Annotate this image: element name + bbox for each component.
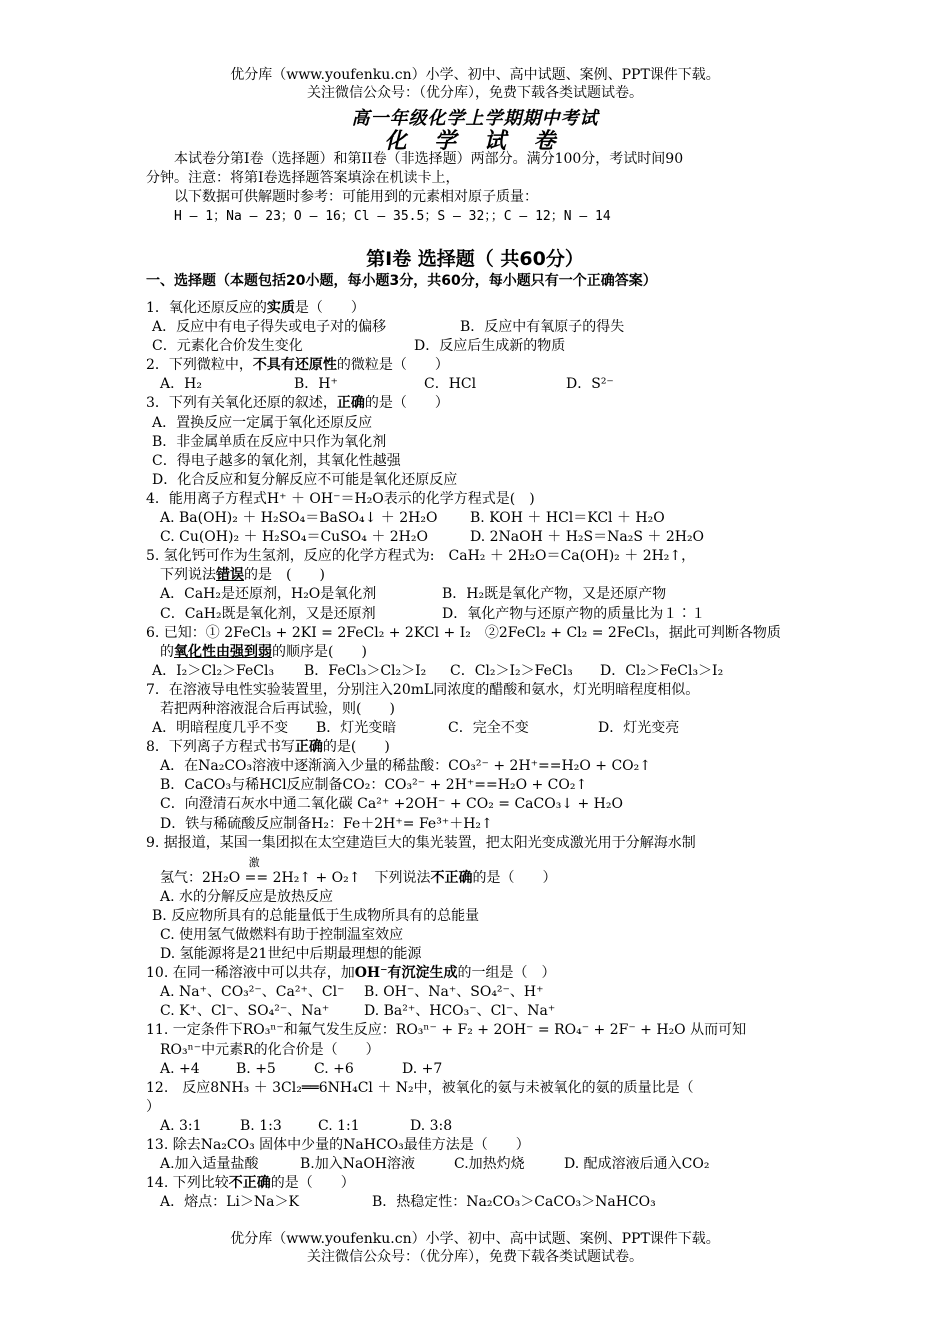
question-4-options-ab (146, 509, 816, 528)
header-line-2: 关注微信公众号：（优分库），免费下载各类试题试卷。 (307, 85, 643, 101)
q13-option-a: A.加入适量盐酸 (160, 1156, 259, 1173)
question-4-stem: 4．能用离子方程式H⁺ ＋ OH⁻＝H₂O表示的化学方程式是( ) (146, 490, 535, 507)
section-subtitle: 一、选择题（本题包括20小题，每小题3分，共60分，每小题只有一个正确答案） (146, 273, 657, 289)
q10-option-b: B. OH⁻、Na⁺、SO₄²⁻、H⁺ (364, 984, 544, 1001)
q14-option-b: B．热稳定性：Na₂CO₃＞CaCO₃＞NaHCO₃ (372, 1194, 656, 1211)
q2-option-d: D．S²⁻ (566, 376, 614, 393)
q6-option-a: A．I₂＞Cl₂＞FeCl₃ (152, 662, 275, 679)
q6-stem2-text: 的 (160, 643, 174, 660)
q1-option-c: C．元素化合价发生变化 (152, 338, 303, 355)
question-7-options (146, 719, 816, 738)
intro-text-1: 本试卷分第Ⅰ卷（选择题）和第II卷（非选择题）两部分。满分100分，考试时间90 (174, 151, 684, 167)
question-4-options-cd (146, 528, 816, 547)
q2-keyword: 不具有还原性 (252, 357, 337, 374)
q12-option-c: C. 1:1 (318, 1117, 360, 1134)
q9-option-c: C. 使用氢气做燃料有助于控制温室效应 (160, 927, 404, 943)
question-3-stem (146, 394, 816, 413)
q8-option-c: C．向澄清石灰水中通二氧化碳 Ca²⁺ +2OH⁻ + CO₂ = CaCO₃↓ + H₂O (160, 796, 623, 813)
q13-option-c: C.加热灼烧 (454, 1156, 525, 1173)
question-2-options (146, 375, 816, 394)
q7-option-d: D．灯光变亮 (598, 720, 680, 737)
question-5-options-ab (146, 585, 816, 604)
q10-stem-text: 10. 在同一稀溶液中可以共存，加 (146, 965, 355, 982)
q9-arrow: == (244, 869, 269, 886)
atomic-mass-list: H — 1；Na — 23；O — 16；Cl — 35.5；S — 32；；C — 12；N — 14 (174, 209, 611, 224)
q3-stem-end: 的是（ ） (364, 395, 449, 412)
exam-subtitle: 化 学 试 卷 (384, 128, 566, 154)
q9-reaction-arrow (244, 855, 269, 888)
q5-option-b: B．H₂既是氧化产物，又是还原产物 (442, 586, 667, 603)
question-5-stem: 5. 氢化钙可作为生氢剂，反应的化学方程式为: CaH₂ ＋ 2H₂O＝Ca(OH)₂ ＋ 2H₂↑， (146, 548, 696, 565)
q9-keyword: 不正确 (430, 869, 473, 886)
q10-keyword: OH⁻有沉淀生成 (354, 965, 458, 982)
q3-stem-text: 3．下列有关氧化还原的叙述， (146, 395, 337, 412)
q1-stem-text: 1．氧化还原反应的 (146, 300, 267, 316)
q2-stem-text: 2．下列微粒中， (146, 357, 253, 374)
q8-option-d: D．铁与稀硫酸反应制备H₂：Fe＋2H⁺= Fe³⁺＋H₂↑ (160, 815, 493, 832)
q7-option-c: C．完全不变 (448, 720, 529, 737)
q10-option-d: D. Ba²⁺、HCO₃⁻、Cl⁻、Na⁺ (364, 1003, 556, 1020)
question-11-stem-2: RO₃ⁿ⁻中元素R的化合价是（ ） (160, 1041, 380, 1058)
question-10-options-ab (146, 983, 816, 1002)
q6-option-c: C．Cl₂＞I₂＞FeCl₃ (450, 662, 573, 679)
q11-option-b: B. +5 (236, 1060, 276, 1077)
question-2-stem (146, 356, 816, 375)
question-13-stem: 13. 除去Na₂CO₃ 固体中少量的NaHCO₃最佳方法是（ ） (146, 1137, 530, 1154)
q9-option-a: A. 水的分解反应是放热反应 (160, 888, 334, 905)
question-8-stem (146, 738, 816, 757)
question-10-options-cd (146, 1002, 816, 1021)
q9-option-d: D. 氢能源将是21世纪中后期最理想的能源 (160, 946, 422, 963)
question-11-stem: 11. 一定条件下RO₃ⁿ⁻和氟气发生反应：RO₃ⁿ⁻ + F₂ + 2OH⁻ = RO₄⁻ + 2F⁻ + H₂O 从而可知 (146, 1022, 747, 1039)
question-10-stem (146, 964, 816, 983)
q13-option-d: D. 配成溶液后通入CO₂ (564, 1156, 710, 1173)
q4-option-c: C. Cu(OH)₂ ＋ H₂SO₄＝CuSO₄ ＋ 2H₂O (160, 529, 428, 546)
section-title: 第Ⅰ卷 选择题（ 共60分） (366, 248, 584, 270)
question-12-options (146, 1117, 816, 1136)
question-1-options-cd (146, 337, 816, 356)
intro-text-1b: 分钟。注意：将第Ⅰ卷选择题答案填涂在机读卡上， (146, 170, 460, 186)
header-line-1: 优分库（www.youfenku.cn）小学、初中、高中试题、案例、PPT课件下载。 (230, 67, 720, 83)
q7-option-a: A．明暗程度几乎不变 (152, 720, 289, 737)
q1-option-d: D．反应后生成新的物质 (414, 338, 566, 355)
q6-keyword: 氧化性由强到弱 (174, 643, 272, 660)
q3-option-b: B．非金属单质在反应中只作为氧化剂 (152, 433, 387, 450)
question-6-stem-2 (146, 643, 816, 662)
question-1-stem (146, 299, 816, 318)
q10-option-a: A. Na⁺、CO₃²⁻、Ca²⁺、Cl⁻ (160, 984, 345, 1001)
q13-option-b: B.加入NaOH溶液 (300, 1156, 416, 1173)
q5-option-a: A．CaH₂是还原剂，H₂O是氧化剂 (160, 586, 377, 603)
q11-option-c: C. +6 (314, 1060, 354, 1077)
question-7-stem-2: 若把两种溶液混合后再试验，则( ) (160, 700, 395, 717)
q6-option-b: B．FeCl₃＞Cl₂＞I₂ (304, 662, 427, 679)
q5-keyword: 错误 (216, 567, 244, 584)
q5-stem2-text: 下列说法 (160, 567, 216, 584)
footer-line-2: 关注微信公众号：（优分库），免费下载各类试题试卷。 (307, 1249, 643, 1265)
q12-option-b: B. 1:3 (240, 1117, 282, 1134)
question-14-options (146, 1193, 816, 1212)
q5-stem2-end: 的是 ( ) (244, 567, 325, 584)
question-11-options (146, 1060, 816, 1079)
q1-option-a: A．反应中有电子得失或电子对的偏移 (152, 319, 387, 336)
q3-keyword: 正确 (336, 395, 365, 412)
q5-option-d: D．氧化产物与还原产物的质量比为１∶１ (442, 605, 706, 622)
q6-option-d: D．Cl₂＞FeCl₃＞I₂ (600, 662, 724, 679)
q14-stem-text: 14. 下列比较 (146, 1175, 229, 1192)
q2-stem-end: 的微粒是（ ） (336, 357, 449, 374)
q2-option-b: B．H⁺ (294, 376, 338, 393)
q11-option-d: D. +7 (402, 1060, 443, 1077)
question-list (146, 299, 816, 1212)
question-5-stem-2 (146, 566, 816, 585)
q11-option-a: A. +4 (160, 1060, 200, 1077)
q9-eq-left: 氢气：2H₂O (160, 869, 245, 886)
intro-block (146, 150, 810, 226)
q9-eq-right: 2H₂↑ + O₂↑ 下列说法 (268, 869, 431, 886)
q1-stem-end: 是（ ） (294, 300, 365, 316)
q8-option-a: A．在Na₂CO₃溶液中逐渐滴入少量的稀盐酸：CO₃²⁻ + 2H⁺==H₂O + CO₂↑ (160, 758, 651, 775)
question-9-stem: 9. 据报道，某国一集团拟在太空建造巨大的集光装置，把太阳光变成激光用于分解海水制 (146, 834, 696, 851)
q3-option-a: A．置换反应一定属于氧化还原反应 (152, 414, 373, 431)
q9-condition: 激 (248, 855, 260, 869)
q12-option-d: D. 3:8 (410, 1117, 453, 1134)
q10-stem-end: 的一组是（ ） (457, 965, 556, 982)
q14-keyword: 不正确 (228, 1175, 271, 1192)
q8-option-b: B．CaCO₃与稀HCl反应制备CO₂：CO₃²⁻ + 2H⁺==H₂O + CO₂↑ (160, 777, 588, 794)
question-13-options (146, 1155, 816, 1174)
q2-option-c: C．HCl (424, 376, 477, 393)
exam-title: 高一年级化学上学期期中考试 (351, 108, 599, 129)
intro-text-2: 以下数据可供解题时参考：可能用到的元素相对原子质量： (174, 189, 538, 205)
question-7-stem: 7．在溶液导电性实验装置里，分别注入20mL同浓度的醋酸和氨水，灯光明暗程度相似。 (146, 681, 700, 698)
q8-keyword: 正确 (294, 739, 323, 756)
q3-option-c: C．得电子越多的氧化剂，其氧化性越强 (152, 452, 401, 469)
question-14-stem (146, 1174, 816, 1193)
q1-option-b: B．反应中有氧原子的得失 (460, 319, 625, 336)
q4-option-a: A. Ba(OH)₂ ＋ H₂SO₄＝BaSO₄↓ ＋ 2H₂O (160, 510, 438, 527)
question-12-stem: 12. 反应8NH₃ ＋ 3Cl₂══6NH₄Cl ＋ N₂中，被氧化的氨与未被氧化的氨的质量比是（ (146, 1079, 694, 1096)
q9-option-b: B. 反应物所具有的总能量低于生成物所具有的总能量 (152, 907, 480, 924)
footer-line-1: 优分库（www.youfenku.cn）小学、初中、高中试题、案例、PPT课件下载。 (230, 1231, 720, 1247)
q10-option-c: C. K⁺、Cl⁻、SO₄²⁻、Na⁺ (160, 1003, 330, 1020)
q4-option-b: B. KOH ＋ HCl＝KCl ＋ H₂O (470, 510, 665, 527)
question-1-options-ab (146, 318, 816, 337)
question-5-options-cd (146, 605, 816, 624)
q8-stem-end: 的是( ) (322, 739, 390, 756)
q1-keyword: 实质 (266, 300, 295, 316)
q14-stem-end: 的是（ ） (270, 1175, 355, 1192)
question-9-equation (146, 855, 816, 888)
q6-stem2-end: 的顺序是( ) (272, 643, 367, 660)
q3-option-d: D．化合反应和复分解反应不可能是氧化还原反应 (152, 471, 458, 488)
q12-option-a: A. 3:1 (160, 1117, 202, 1134)
q5-option-c: C．CaH₂既是氧化剂，又是还原剂 (160, 605, 376, 622)
question-6-options (146, 662, 816, 681)
q14-option-a: A．熔点：Li＞Na＞K (160, 1194, 299, 1211)
q8-stem-text: 8．下列离子方程式书写 (146, 739, 295, 756)
q7-option-b: B．灯光变暗 (316, 720, 397, 737)
q4-option-d: D. 2NaOH ＋ H₂S＝Na₂S ＋ 2H₂O (470, 529, 705, 546)
q9-eq-end: 的是（ ） (472, 869, 557, 886)
q2-option-a: A．H₂ (160, 376, 202, 393)
question-12-stem-2: ） (146, 1098, 160, 1115)
question-6-stem: 6. 已知：① 2FeCl₃ + 2KI = 2FeCl₂ + 2KCl + I₂ ②2FeCl₂ + Cl₂ = 2FeCl₃，据此可判断各物质 (146, 624, 781, 641)
